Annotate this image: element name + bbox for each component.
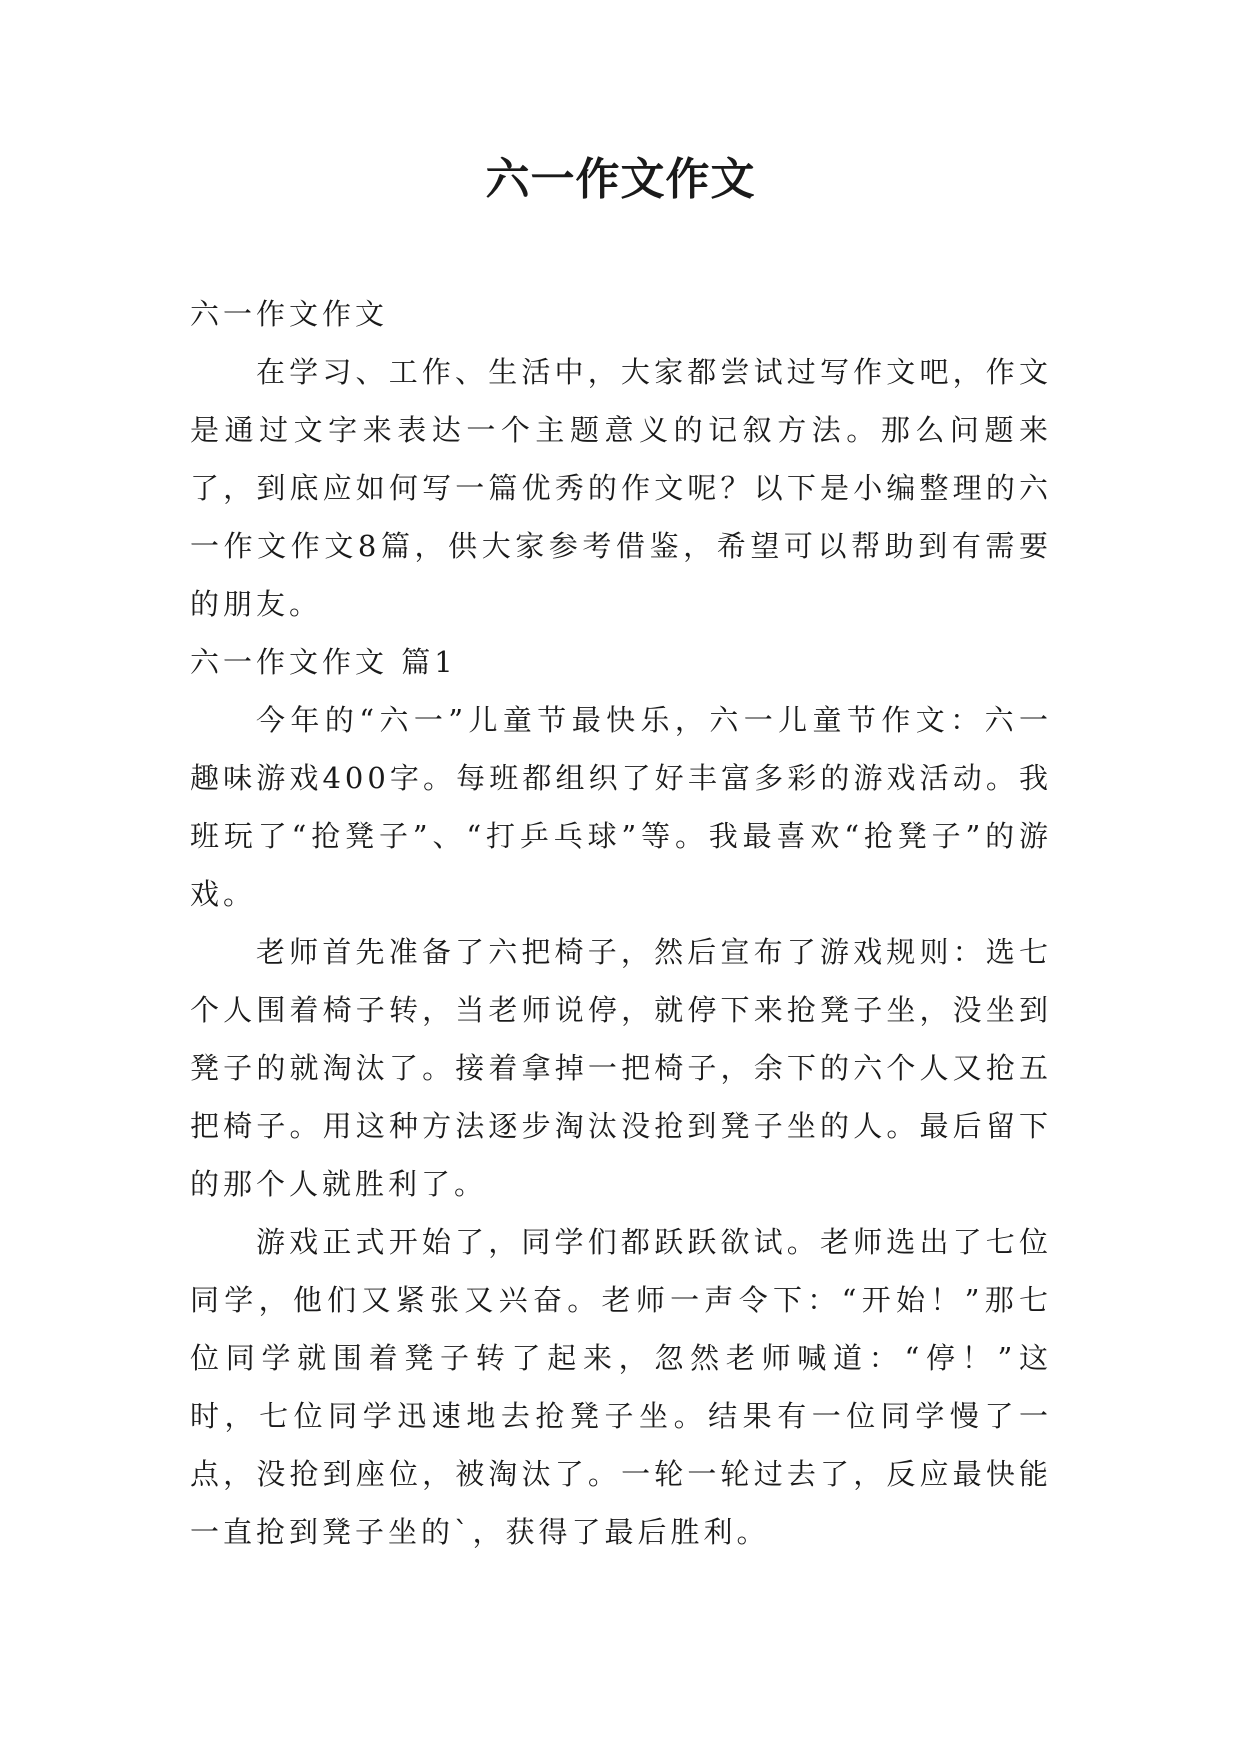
body-paragraph: 今年的“六一”儿童节最快乐，六一儿童节作文：六一趣味游戏400字。每班都组织了好丰富多彩的游戏活动。我班玩了“抢凳子”、“打乒乓球”等。我最喜欢“抢凳子”的游戏。: [190, 703, 1052, 911]
body-paragraph: 游戏正式开始了，同学们都跃跃欲试。老师选出了七位同学，他们又紧张又兴奋。老师一声令下：“开始！”那七位同学就围着凳子转了起来，忽然老师喊道：“停！”这时，七位同学迅速地去抢凳子坐。结果有一位同学慢了一点，没抢到座位，被淘汰了。一轮一轮过去了，反应最快能一直抢到凳子坐的`，获得了最后胜利。: [190, 1225, 1052, 1549]
intro-paragraph: 在学习、工作、生活中，大家都尝试过写作文吧，作文是通过文字来表达一个主题意义的记叙方法。那么问题来了，到底应如何写一篇优秀的作文呢？以下是小编整理的六一作文作文8篇，供大家参考借鉴，希望可以帮助到有需要的朋友。: [190, 355, 1052, 621]
document-title: 六一作文作文: [485, 154, 756, 205]
section-heading: 六一作文作文 篇1: [190, 645, 457, 679]
document-body: [190, 285, 1052, 1561]
document-subtitle: 六一作文作文: [190, 297, 389, 331]
body-paragraph: 老师首先准备了六把椅子，然后宣布了游戏规则：选七个人围着椅子转，当老师说停，就停下来抢凳子坐，没坐到凳子的就淘汰了。接着拿掉一把椅子，余下的六个人又抢五把椅子。用这种方法逐步淘汰没抢到凳子坐的人。最后留下的那个人就胜利了。: [190, 935, 1052, 1201]
